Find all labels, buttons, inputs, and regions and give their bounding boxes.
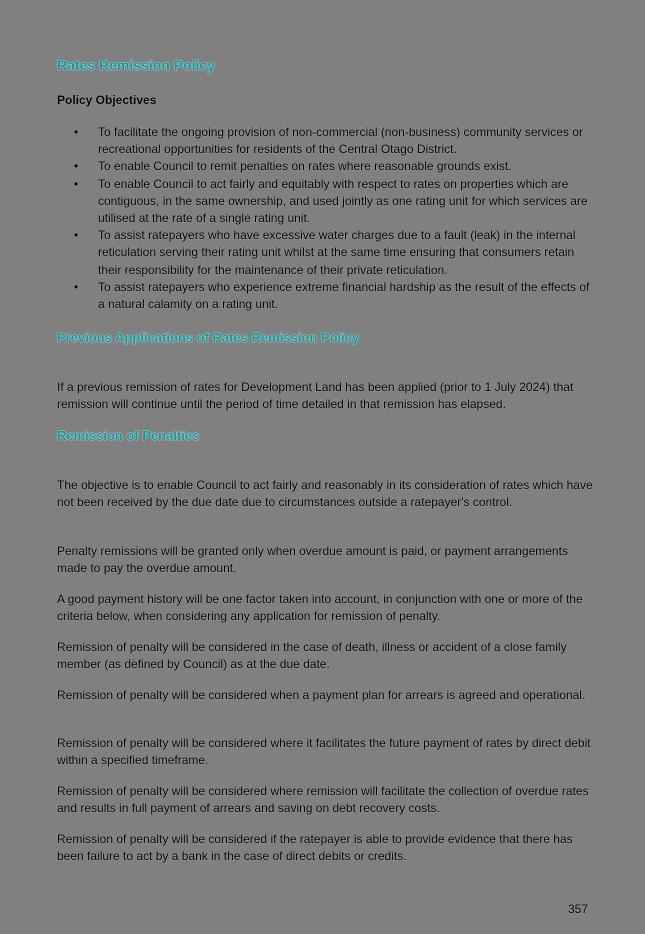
list-item: • To assist ratepayers who have excessive water charges due to a fault (leak) in the internal reticulation serving their rating unit whilst at the same time ensuring that consumers retain their responsibility for the maintenance of their private reticulation. (57, 227, 597, 279)
paragraph: If a previous remission of rates for Development Land has been applied (prior to 1 July 2024) that remission will continue until the period of time detailed in that remission has elapsed. (57, 380, 574, 412)
paragraph: The objective is to enable Council to act fairly and reasonably in its consideration of rates which have not been received by the due date due to circumstances outside a ratepayer's control. (57, 478, 593, 510)
paragraph: Penalty remissions will be granted only when overdue amount is paid, or payment arrangements made to pay the overdue amount. (57, 544, 568, 576)
paragraph: Remission of penalty will be considered in the case of death, illness or accident of a close family member (as defined by Council) as at the due date. (57, 640, 567, 672)
remission-of-penalties-heading: Remission of Penalties (57, 428, 200, 443)
list-item: • To facilitate the ongoing provision of non-commercial (non-business) community services or recreational opportunities for residents of the Central Otago District. (57, 124, 597, 158)
page-title: Rates Remission Policy (57, 57, 215, 73)
paragraph: Remission of penalty will be considered where it facilitates the future payment of rates by direct debit within a specified timeframe. (57, 736, 591, 768)
previous-applications-heading: Previous Applications of Rates Remission Policy (57, 330, 360, 345)
policy-objectives-heading: Policy Objectives (57, 93, 157, 107)
paragraph: Remission of penalty will be considered where remission will facilitate the collection of overdue rates and results in full payment of arrears and saving on debt recovery costs. (57, 784, 589, 816)
page-number: 357 (568, 902, 589, 916)
list-item: • To assist ratepayers who experience extreme financial hardship as the result of the effects of a natural calamity on a rating unit. (57, 279, 597, 313)
list-item: • To enable Council to act fairly and equitably with respect to rates on properties which are contiguous, in the same ownership, and used jointly as one rating unit for which services are utilised at the rate of a single rating unit. (57, 176, 597, 228)
list-item: • To enable Council to remit penalties on rates where reasonable grounds exist. (57, 158, 597, 175)
paragraph: Remission of penalty will be considered when a payment plan for arrears is agreed and operational. (57, 688, 586, 702)
objectives-list (57, 124, 597, 313)
paragraph: A good payment history will be one factor taken into account, in conjunction with one or more of the criteria below, when considering any application for remission of penalty. (57, 592, 583, 624)
paragraph: Remission of penalty will be considered if the ratepayer is able to provide evidence that there has been failure to act by a bank in the case of direct debits or credits. (57, 832, 573, 864)
